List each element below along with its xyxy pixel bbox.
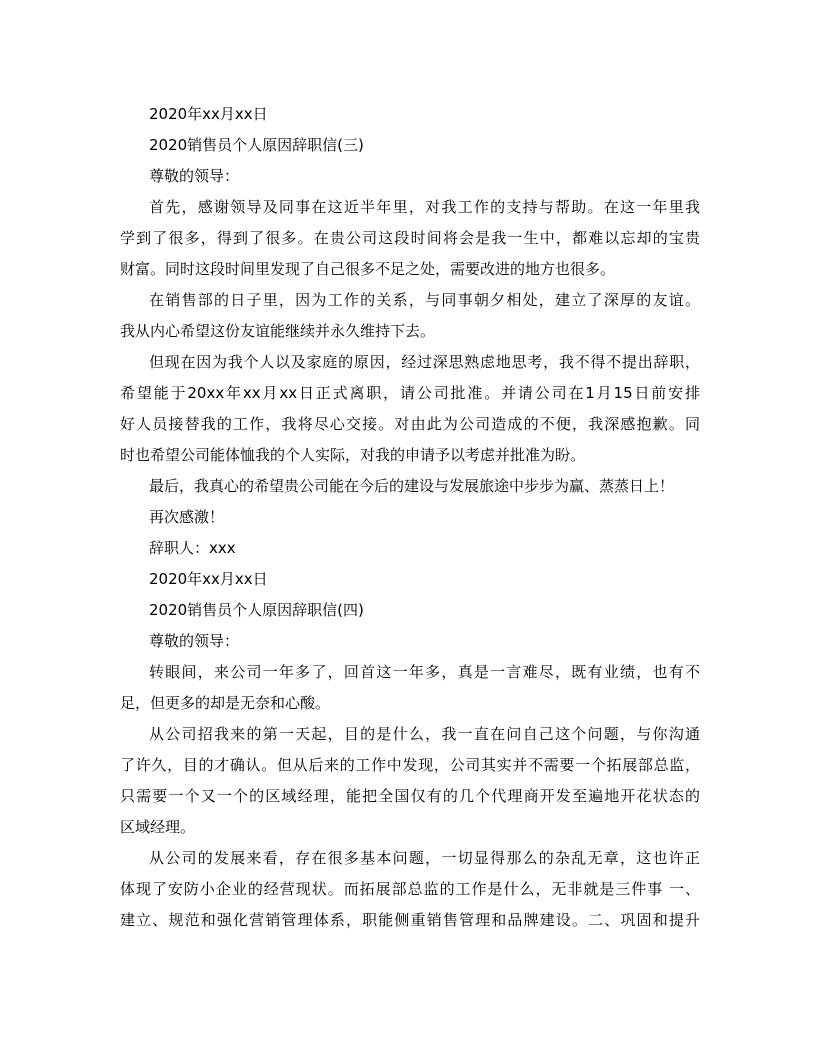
paragraph-line: 体现了安防小企业的经营现状。而拓展部总监的工作是什么，无非就是三件事 一、 <box>120 880 700 898</box>
paragraph-line: 在销售部的日子里，因为工作的关系，与同事朝夕相处，建立了深厚的友谊。 <box>149 291 700 309</box>
date-line: 2020年xx月xx日 <box>149 570 268 588</box>
paragraph-line: 只需要一个又一个的区域经理，能把全国仅有的几个代理商开发至遍地开花状态的 <box>120 787 700 805</box>
paragraph-line: 但现在因为我个人以及家庭的原因，经过深思熟虑地思考，我不得不提出辞职， <box>149 353 700 371</box>
letter-title: 2020销售员个人原因辞职信(三) <box>149 136 364 154</box>
paragraph-line: 足，但更多的却是无奈和心酸。 <box>120 694 331 712</box>
paragraph-line: 最后，我真心的希望贵公司能在今后的建设与发展旅途中步步为赢、蒸蒸日上！ <box>149 477 675 495</box>
salutation: 尊敬的领导： <box>149 167 240 185</box>
paragraph-line: 学到了很多，得到了很多。在贵公司这段时间将会是我一生中，都难以忘却的宝贵 <box>120 229 700 247</box>
paragraph-line: 首先，感谢领导及同事在这近半年里，对我工作的支持与帮助。在这一年里我 <box>149 198 700 216</box>
paragraph-line: 建立、规范和强化营销管理体系，职能侧重销售管理和品牌建设。二、巩固和提升 <box>120 911 700 929</box>
paragraph-line: 希望能于20xx年xx月xx日正式离职，请公司批准。并请公司在1月15日前安排 <box>120 384 700 402</box>
paragraph-line: 从公司招我来的第一天起，目的是什么，我一直在问自己这个问题，与你沟通 <box>149 725 700 743</box>
paragraph-line: 我从内心希望这份友谊能继续并永久维持下去。 <box>120 322 436 340</box>
date-line: 2020年xx月xx日 <box>149 105 268 123</box>
closing-thanks: 再次感激！ <box>149 508 225 526</box>
paragraph-line: 了许久，目的才确认。但从后来的工作中发现，公司其实并不需要一个拓展部总监， <box>120 756 700 774</box>
signature-line: 辞职人：xxx <box>149 539 236 557</box>
paragraph-line: 好人员接替我的工作，我将尽心交接。对由此为公司造成的不便，我深感抱歉。同 <box>120 415 700 433</box>
letter-title: 2020销售员个人原因辞职信(四) <box>149 601 364 619</box>
paragraph-line: 转眼间，来公司一年多了，回首这一年多，真是一言难尽，既有业绩，也有不 <box>149 663 700 681</box>
paragraph-line: 区域经理。 <box>120 818 196 836</box>
salutation: 尊敬的领导： <box>149 632 240 650</box>
paragraph-line: 财富。同时这段时间里发现了自己很多不足之处，需要改进的地方也很多。 <box>120 260 616 278</box>
paragraph-line: 从公司的发展来看，存在很多基本问题，一切显得那么的杂乱无章，这也许正 <box>149 849 700 867</box>
document-page <box>120 99 700 936</box>
paragraph-line: 时也希望公司能体恤我的个人实际，对我的申请予以考虑并批准为盼。 <box>120 446 586 464</box>
